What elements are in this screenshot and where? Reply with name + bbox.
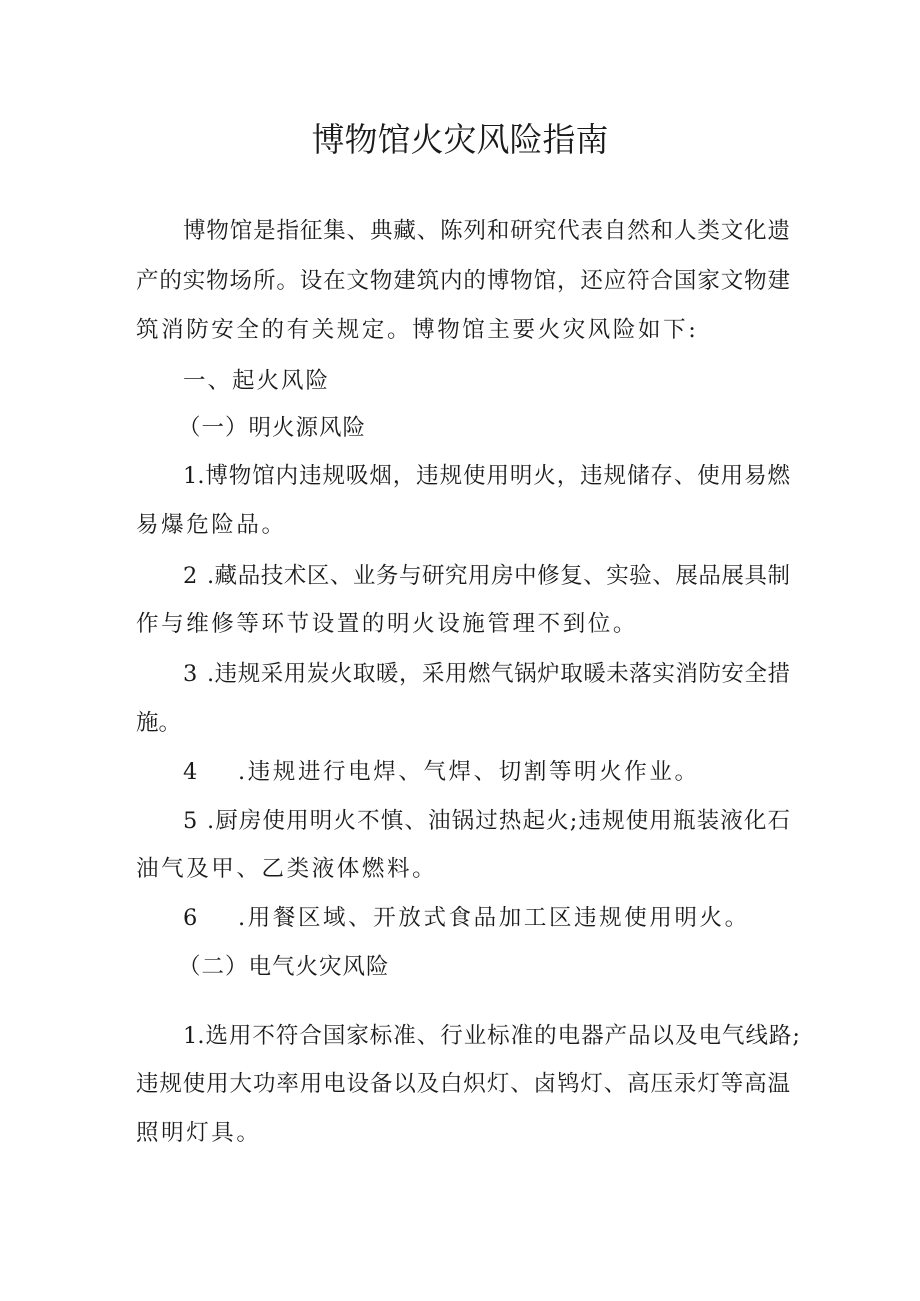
flame-item-3-line-1: .违规采用炭火取暖，采用燃气锅炉取暖未落实消防安全措	[207, 661, 790, 687]
flame-item-6-number: 6	[183, 905, 198, 931]
subsection-open-flame-heading: （一）明火源风险	[178, 415, 367, 441]
flame-item-5-number: 5	[183, 808, 198, 834]
document-title: 博物馆火灾风险指南	[311, 120, 609, 159]
flame-item-4-number: 4	[183, 759, 198, 785]
intro-line-2: 产的实物场所。设在文物建筑内的博物馆，还应符合国家文物建	[136, 268, 790, 294]
electrical-item-1-line-1: 1.选用不符合国家标准、行业标准的电器产品以及电气线路;	[183, 1023, 800, 1049]
flame-item-1-line-2: 易爆危险品。	[136, 512, 287, 538]
intro-line-1: 博物馆是指征集、典藏、陈列和研究代表自然和人类文化遗	[183, 218, 790, 244]
electrical-item-1-line-2: 违规使用大功率用电设备以及白炽灯、卤鸨灯、高压汞灯等高温	[136, 1071, 790, 1097]
subsection-electrical-heading: （二）电气火灾风险	[178, 954, 390, 980]
flame-item-3-line-2: 施。	[136, 710, 182, 736]
flame-item-6-line-1: .用餐区域、开放式食品加工区违规使用明火。	[238, 905, 750, 931]
section-one-heading: 一、起火风险	[183, 368, 331, 394]
flame-item-4-line-1: .违规进行电焊、气焊、切割等明火作业。	[238, 759, 700, 785]
flame-item-3-number: 3	[183, 661, 198, 687]
flame-item-2-line-2: 作与维修等环节设置的明火设施管理不到位。	[136, 611, 639, 637]
flame-item-2-line-1: .藏品技术区、业务与研究用房中修复、实验、展品展具制	[207, 563, 790, 589]
flame-item-2-number: 2	[183, 563, 198, 589]
electrical-item-1-line-3: 照明灯具。	[136, 1120, 262, 1146]
intro-line-3: 筑消防安全的有关规定。博物馆主要火灾风险如下:	[136, 317, 699, 343]
flame-item-5-line-2: 油气及甲、乙类液体燃料。	[136, 856, 438, 882]
flame-item-5-line-1: .厨房使用明火不慎、油锅过热起火;违规使用瓶装液化石	[207, 808, 790, 834]
flame-item-1-line-1: 1.博物馆内违规吸烟，违规使用明火，违规储存、使用易燃	[183, 463, 790, 489]
